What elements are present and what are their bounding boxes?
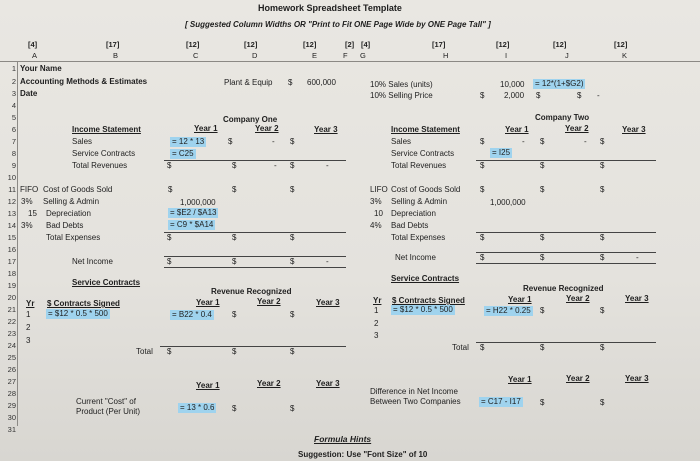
col-j[interactable]: J <box>565 51 569 60</box>
row-number[interactable]: 9 <box>11 161 16 170</box>
service-contracts-label[interactable]: Service Contracts <box>391 149 455 158</box>
dollar-sign: $ <box>540 343 545 352</box>
row-number[interactable]: 29 <box>7 401 16 410</box>
service-contracts-title[interactable]: Service Contracts <box>72 278 141 287</box>
row-number[interactable]: 24 <box>7 341 16 350</box>
dollar-sign: $ <box>600 161 605 170</box>
your-name-cell[interactable]: Your Name <box>20 64 62 73</box>
dollar-sign: $ <box>167 233 172 242</box>
dollar-sign: $ <box>540 137 545 146</box>
cogs-label[interactable]: Cost of Goods Sold <box>43 185 113 194</box>
year2-header[interactable]: Year 2 <box>566 294 590 303</box>
year2-header[interactable]: Year 2 <box>257 379 281 388</box>
year1-header[interactable]: Year 1 <box>508 375 532 384</box>
bad-debts-label[interactable]: Bad Debts <box>46 221 84 230</box>
revenue-recognized-header[interactable]: Revenue Recognized <box>523 284 604 293</box>
year3-header[interactable]: Year 3 <box>316 298 340 307</box>
dollar-sign: $ <box>480 343 485 352</box>
row-number[interactable]: 25 <box>7 353 16 362</box>
depreciation-label[interactable]: Depreciation <box>391 209 436 218</box>
dollar-sign: $ <box>480 161 485 170</box>
depreciation-label[interactable]: Depreciation <box>46 209 91 218</box>
width-a: [4] <box>28 40 38 49</box>
row-number[interactable]: 4 <box>11 101 16 110</box>
dollar-sign: $ <box>540 233 545 242</box>
year3-header[interactable]: Year 3 <box>625 294 649 303</box>
dollar-sign: $ <box>600 233 605 242</box>
service-formula[interactable]: = I25 <box>492 148 511 157</box>
dollar-sign: $ <box>540 185 545 194</box>
dollar-sign: $ <box>480 233 485 242</box>
pct-cell[interactable]: 3% <box>370 197 382 206</box>
row-number[interactable]: 28 <box>7 389 16 398</box>
recognized-formula[interactable]: = H22 * 0.25 <box>486 306 531 315</box>
selling-admin-label[interactable]: Selling & Admin <box>391 197 448 206</box>
dollar-sign: $ <box>290 161 295 170</box>
year2-header[interactable]: Year 2 <box>565 124 589 133</box>
yr-header[interactable]: Yr <box>26 299 35 308</box>
col-b[interactable]: B <box>113 51 119 60</box>
company-two-title[interactable]: Company Two <box>535 113 590 122</box>
row-number[interactable]: 19 <box>7 281 16 290</box>
sales-formula[interactable]: = 12 * 13 <box>172 137 205 146</box>
total-label[interactable]: Total <box>452 343 469 352</box>
total-expenses-label[interactable]: Total Expenses <box>391 233 446 242</box>
signed-formula[interactable]: = $12 * 0.5 * 500 <box>393 305 453 314</box>
row-number[interactable]: 12 <box>7 197 16 206</box>
dollar-sign: $ <box>480 253 485 262</box>
pct-cell[interactable]: 4% <box>370 221 382 230</box>
yr-cell[interactable]: 3 <box>374 331 379 340</box>
year3-header[interactable]: Year 3 <box>622 125 646 134</box>
formula-hints[interactable]: Formula Hints <box>314 434 372 444</box>
year3-header[interactable]: Year 3 <box>316 379 340 388</box>
dollar-sign: $ <box>536 91 541 100</box>
year1-header[interactable]: Year 1 <box>196 298 220 307</box>
year2-header[interactable]: Year 2 <box>257 297 281 306</box>
year1-header[interactable]: Year 1 <box>505 125 529 134</box>
width-j: [12] <box>553 40 567 49</box>
dollar-sign: $ <box>167 257 172 266</box>
depreciation-formula[interactable]: = $E2 / $A13 <box>170 208 217 217</box>
year3-header[interactable]: Year 3 <box>314 125 338 134</box>
selling-price-value[interactable]: 2,000 <box>504 91 525 100</box>
dollar-sign: $ <box>600 185 605 194</box>
admin-value[interactable]: 1,000,000 <box>490 198 526 207</box>
dash-value: - <box>597 91 600 100</box>
sales-label[interactable]: Sales <box>72 137 93 146</box>
dollar-sign: $ <box>577 91 582 100</box>
dollar-sign: $ <box>290 310 295 319</box>
dollar-sign: $ <box>288 78 293 87</box>
row-number[interactable]: 16 <box>7 245 16 254</box>
sales-label[interactable]: Sales <box>391 137 412 146</box>
total-label[interactable]: Total <box>136 347 153 356</box>
yr-cell[interactable]: 3 <box>26 336 31 345</box>
row-number[interactable]: 1 <box>11 64 16 73</box>
dollar-sign: $ <box>232 257 237 266</box>
signed-formula[interactable]: = $12 * 0.5 * 500 <box>48 309 108 318</box>
dollar-sign: $ <box>290 137 295 146</box>
date-cell[interactable]: Date <box>20 89 38 98</box>
row-number[interactable]: 17 <box>7 257 16 266</box>
col-f[interactable]: F <box>343 51 348 60</box>
pct-cell[interactable]: 3% <box>21 197 33 206</box>
dollar-sign: $ <box>167 347 172 356</box>
dollar-sign: $ <box>540 306 545 315</box>
dollar-sign: $ <box>232 404 237 413</box>
selling-admin-label[interactable]: Selling & Admin <box>43 197 100 206</box>
yr-cell[interactable]: 1 <box>374 306 379 315</box>
dollar-sign: $ <box>290 404 295 413</box>
dollar-sign: $ <box>600 253 605 262</box>
width-b: [17] <box>106 40 120 49</box>
total-revenues-label[interactable]: Total Revenues <box>391 161 447 170</box>
row-number[interactable]: 2 <box>11 77 16 86</box>
service-contracts-label[interactable]: Service Contracts <box>72 149 136 158</box>
fifo-label[interactable]: FIFO <box>20 185 39 194</box>
dollar-sign: $ <box>232 161 237 170</box>
yr-header[interactable]: Yr <box>373 296 382 305</box>
sheet-title: Homework Spreadsheet Template <box>258 3 402 13</box>
dash-value: - <box>522 137 525 146</box>
lifo-label[interactable]: LIFO <box>370 185 388 194</box>
income-statement-header[interactable]: Income Statement <box>72 125 141 134</box>
dollar-sign: $ <box>228 137 233 146</box>
year1-header[interactable]: Year 1 <box>196 381 220 390</box>
width-h: [17] <box>432 40 446 49</box>
dollar-sign: $ <box>600 137 605 146</box>
plant-equip-label[interactable]: Plant & Equip <box>224 78 273 87</box>
dollar-sign: $ <box>232 347 237 356</box>
col-a[interactable]: A <box>32 51 38 60</box>
years-cell[interactable]: 10 <box>374 209 383 218</box>
net-income-label[interactable]: Net Income <box>72 257 113 266</box>
yr-cell[interactable]: 1 <box>26 310 31 319</box>
dollar-sign: $ <box>480 91 485 100</box>
width-c: [12] <box>186 40 200 49</box>
contracts-signed-header[interactable]: $ Contracts Signed <box>47 299 120 308</box>
income-statement-header[interactable]: Income Statement <box>391 125 460 134</box>
row-number[interactable]: 14 <box>7 221 16 230</box>
dollar-sign: $ <box>168 185 173 194</box>
service-contracts-title[interactable]: Service Contracts <box>391 274 460 283</box>
dollar-sign: $ <box>232 185 237 194</box>
row-number[interactable]: 7 <box>11 137 16 146</box>
dollar-sign: $ <box>480 185 485 194</box>
sheet-subtitle: [ Suggested Column Widths OR "Print to Fit ONE Page Wide by ONE Page Tall" ] <box>185 20 491 29</box>
year3-header[interactable]: Year 3 <box>625 374 649 383</box>
cost-formula[interactable]: = 13 * 0.6 <box>180 403 215 412</box>
row-number[interactable]: 6 <box>11 125 16 134</box>
difference-formula[interactable]: = C17 - I17 <box>481 397 521 406</box>
contracts-signed-header[interactable]: $ Contracts Signed <box>392 296 465 305</box>
font-size-suggestion[interactable]: Suggestion: Use "Font Size" of 10 <box>298 450 428 459</box>
accounting-methods-cell[interactable]: Accounting Methods & Estimates <box>20 77 148 86</box>
dollar-sign: $ <box>290 257 295 266</box>
col-c[interactable]: C <box>193 51 199 60</box>
row-number[interactable]: 26 <box>7 365 16 374</box>
selling-price-label[interactable]: 10% Selling Price <box>370 91 433 100</box>
dollar-sign: $ <box>232 233 237 242</box>
dash-value: - <box>326 257 329 266</box>
dollar-sign: $ <box>600 306 605 315</box>
year1-header[interactable]: Year 1 <box>194 124 218 133</box>
bad-debts-formula[interactable]: = C9 * $A14 <box>170 220 214 229</box>
row-number[interactable]: 13 <box>7 209 16 218</box>
row-number[interactable]: 10 <box>7 173 16 182</box>
yr-cell[interactable]: 2 <box>374 319 379 328</box>
pct-cell[interactable]: 3% <box>21 221 33 230</box>
col-h[interactable]: H <box>443 51 449 60</box>
recognized-formula[interactable]: = B22 * 0.4 <box>172 310 212 319</box>
current-cost-label[interactable]: Current "Cost" of <box>76 397 136 406</box>
row-number[interactable]: 31 <box>7 425 16 434</box>
row-number[interactable]: 21 <box>7 305 16 314</box>
width-i: [12] <box>496 40 510 49</box>
year2-header[interactable]: Year 2 <box>566 374 590 383</box>
row-number[interactable]: 27 <box>7 377 16 386</box>
difference-label[interactable]: Difference in Net Income <box>370 387 458 396</box>
dollar-sign: $ <box>290 347 295 356</box>
row-number[interactable]: 23 <box>7 329 16 338</box>
sales-units-formula[interactable]: = 12*(1+$G2) <box>535 79 584 88</box>
admin-value[interactable]: 1,000,000 <box>180 198 216 207</box>
row-number[interactable]: 3 <box>11 89 16 98</box>
row-number[interactable]: 18 <box>7 269 16 278</box>
dollar-sign: $ <box>290 185 295 194</box>
sales-units-value[interactable]: 10,000 <box>500 80 525 89</box>
yr-cell[interactable]: 2 <box>26 323 31 332</box>
year1-header[interactable]: Year 1 <box>508 295 532 304</box>
dollar-sign: $ <box>232 310 237 319</box>
bad-debts-label[interactable]: Bad Debts <box>391 221 429 230</box>
dollar-sign: $ <box>600 343 605 352</box>
dollar-sign: $ <box>167 161 172 170</box>
dollar-sign: $ <box>290 233 295 242</box>
col-e[interactable]: E <box>312 51 318 60</box>
dollar-sign: $ <box>540 161 545 170</box>
row-number[interactable]: 22 <box>7 317 16 326</box>
dash-value: - <box>584 137 587 146</box>
col-i[interactable]: I <box>505 51 508 60</box>
total-revenues-label[interactable]: Total Revenues <box>72 161 128 170</box>
company-one-title[interactable]: Company One <box>223 115 278 124</box>
dash-value: - <box>272 137 275 146</box>
dash-value: - <box>636 253 639 262</box>
width-e: [12] <box>303 40 317 49</box>
current-cost-label-2[interactable]: Product (Per Unit) <box>76 407 141 416</box>
width-k: [12] <box>614 40 628 49</box>
dash-value: - <box>274 161 277 170</box>
col-g[interactable]: G <box>360 51 366 60</box>
row-number[interactable]: 11 <box>8 185 16 194</box>
years-cell[interactable]: 15 <box>28 209 37 218</box>
width-d: [12] <box>244 40 258 49</box>
revenue-recognized-header[interactable]: Revenue Recognized <box>211 287 292 296</box>
col-d[interactable]: D <box>252 51 258 60</box>
cogs-label[interactable]: Cost of Goods Sold <box>391 185 461 194</box>
difference-label-2[interactable]: Between Two Companies <box>370 397 461 406</box>
row-number[interactable]: 15 <box>7 233 16 242</box>
dollar-sign: $ <box>600 398 605 407</box>
row-number[interactable]: 30 <box>7 413 16 422</box>
width-f: [2] <box>345 40 355 49</box>
service-formula[interactable]: = C25 <box>172 149 194 158</box>
row-number[interactable]: 8 <box>11 149 16 158</box>
width-g: [4] <box>361 40 371 49</box>
plant-equip-value[interactable]: 600,000 <box>307 78 336 87</box>
row-number[interactable]: 20 <box>7 293 16 302</box>
net-income-label[interactable]: Net Income <box>395 253 436 262</box>
col-k[interactable]: K <box>622 51 628 60</box>
sales-units-label[interactable]: 10% Sales (units) <box>370 80 433 89</box>
dollar-sign: $ <box>540 253 545 262</box>
total-expenses-label[interactable]: Total Expenses <box>46 233 101 242</box>
dollar-sign: $ <box>540 398 545 407</box>
dash-value: - <box>326 161 329 170</box>
year2-header[interactable]: Year 2 <box>255 124 279 133</box>
dollar-sign: $ <box>480 137 485 146</box>
row-number[interactable]: 5 <box>11 113 16 122</box>
